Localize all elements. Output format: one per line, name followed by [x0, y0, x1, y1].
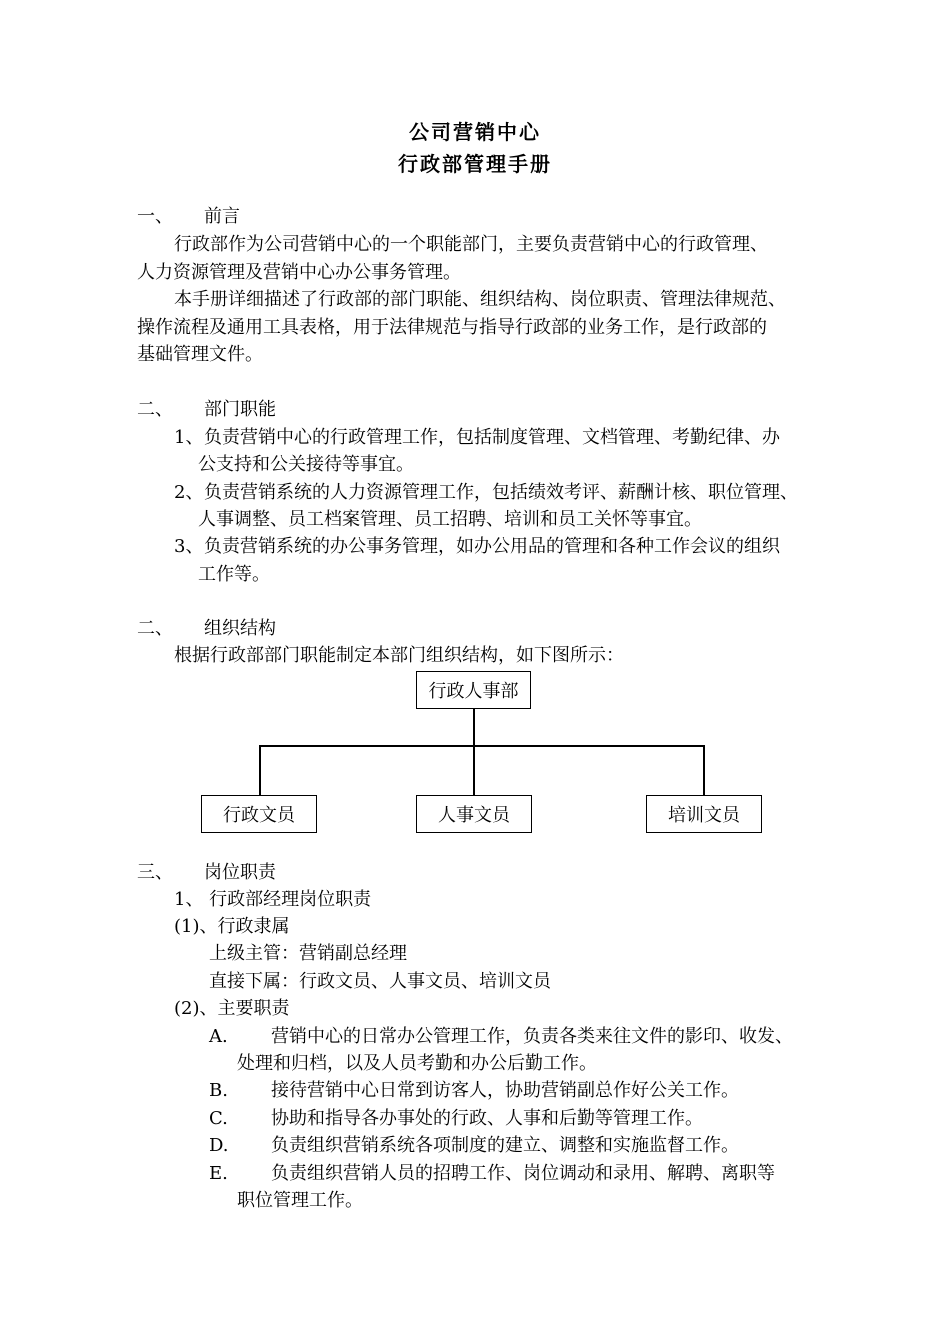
section1-paragraph2-line2: 操作流程及通用工具表格，用于法律规范与指导行政部的业务工作，是行政部的	[137, 317, 767, 338]
duty-letter: B.	[209, 1080, 228, 1101]
duty-letter: D.	[209, 1135, 229, 1156]
part-label: (2)、主要职责	[174, 998, 290, 1019]
list-item-line1: 负责营销中心的行政管理工作，包括制度管理、文档管理、考勤纪律、办	[204, 427, 780, 448]
section1-heading: 前言	[204, 206, 240, 227]
list-item-line2: 人事调整、员工档案管理、员工招聘、培训和员工关怀等事宜。	[198, 509, 702, 530]
document-subtitle: 行政部管理手册	[398, 152, 552, 176]
duty-line1: 营销中心的日常办公管理工作，负责各类来往文件的影印、收发、	[271, 1026, 793, 1047]
list-item-line1: 负责营销系统的人力资源管理工作，包括绩效考评、薪酬计核、职位管理、	[204, 482, 798, 503]
connector-line	[259, 745, 704, 747]
section2-heading: 部门职能	[204, 399, 276, 420]
duty-letter: E.	[209, 1163, 228, 1184]
subordinates-line: 直接下属：行政文员、人事文员、培训文员	[209, 971, 551, 992]
section3-heading: 组织结构	[204, 618, 276, 639]
section1-paragraph1-line2: 人力资源管理及营销中心办公事务管理。	[137, 262, 461, 283]
duty-letter: A.	[209, 1026, 228, 1047]
list-item-number: 1、	[174, 427, 204, 448]
duty-line2: 职位管理工作。	[237, 1190, 363, 1211]
section4-heading: 岗位职责	[204, 862, 276, 883]
connector-line	[473, 708, 475, 746]
duty-line1: 负责组织营销人员的招聘工作、岗位调动和录用、解聘、离职等	[271, 1163, 775, 1184]
org-node-child: 行政文员	[201, 795, 317, 833]
duty-line1: 负责组织营销系统各项制度的建立、调整和实施监督工作。	[271, 1135, 739, 1156]
section1-paragraph1-line1: 行政部作为公司营销中心的一个职能部门，主要负责营销中心的行政管理、	[174, 234, 768, 255]
connector-line	[259, 745, 261, 796]
section3-number: 二、	[137, 618, 173, 639]
section1-paragraph2-line3: 基础管理文件。	[137, 344, 263, 365]
org-node-root: 行政人事部	[416, 671, 531, 709]
section4-number: 三、	[137, 862, 173, 883]
document-title: 公司营销中心	[409, 120, 541, 144]
section1-paragraph2-line1: 本手册详细描述了行政部的部门职能、组织结构、岗位职责、管理法律规范、	[174, 289, 786, 310]
superior-line: 上级主管：营销副总经理	[209, 943, 407, 964]
duty-line2: 处理和归档，以及人员考勤和办公后勤工作。	[237, 1053, 597, 1074]
org-node-child: 人事文员	[416, 795, 532, 833]
list-item-number: 3、	[174, 536, 204, 557]
subsection-heading: 1、 行政部经理岗位职责	[174, 889, 372, 910]
duty-letter: C.	[209, 1108, 228, 1129]
duty-line1: 接待营销中心日常到访客人，协助营销副总作好公关工作。	[271, 1080, 739, 1101]
org-node-child: 培训文员	[646, 795, 762, 833]
section1-number: 一、	[137, 206, 173, 227]
section2-number: 二、	[137, 399, 173, 420]
list-item-line1: 负责营销系统的办公事务管理，如办公用品的管理和各种工作会议的组织	[204, 536, 780, 557]
connector-line	[473, 745, 475, 796]
list-item-number: 2、	[174, 482, 204, 503]
list-item-line2: 公支持和公关接待等事宜。	[198, 454, 414, 475]
list-item-line2: 工作等。	[198, 564, 270, 585]
org-chart-intro: 根据行政部部门职能制定本部门组织结构，如下图所示：	[174, 645, 624, 666]
connector-line	[703, 745, 705, 796]
duty-line1: 协助和指导各办事处的行政、人事和后勤等管理工作。	[271, 1108, 703, 1129]
part-label: (1)、行政隶属	[174, 916, 290, 937]
